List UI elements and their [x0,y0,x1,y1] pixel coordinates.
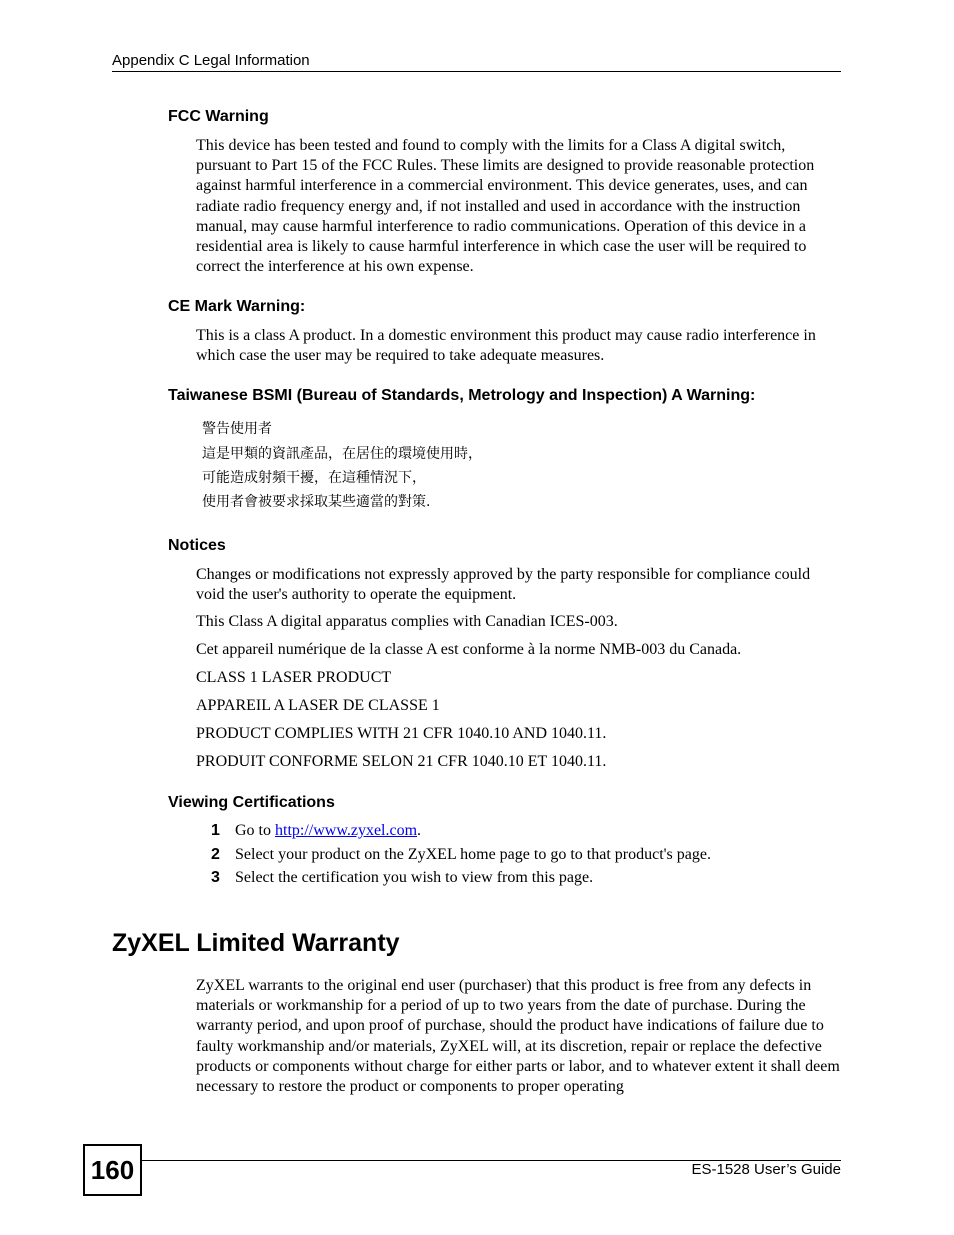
ce-body: This is a class A product. In a domestic environment this product may cause radio interference in which case the user may be required to take adequate measures. [196,327,816,365]
page-number: 160 [83,1144,142,1196]
ce-heading: CE Mark Warning: [168,298,306,315]
bsmi-line: 警告使用者 [202,421,272,437]
notice-line: Cet appareil numérique de la classe A est conforme à la norme NMB-003 du Canada. [196,641,742,658]
running-header: Appendix C Legal Information [112,52,310,69]
step-number: 2 [211,846,220,863]
warranty-heading: ZyXEL Limited Warranty [112,929,400,957]
bsmi-line: 可能造成射頻干擾，在這種情況下， [202,470,426,486]
notice-line: PRODUIT CONFORME SELON 21 CFR 1040.10 ET 1040.11. [196,753,607,770]
step-text [235,822,421,840]
step-number: 3 [211,869,220,886]
notice-line: PRODUCT COMPLIES WITH 21 CFR 1040.10 AND 1040.11. [196,725,607,742]
certifications-heading: Viewing Certifications [168,794,335,811]
bsmi-line: 這是甲類的資訊產品，在居住的環境使用時， [202,446,482,462]
notice-line: APPAREIL A LASER DE CLASSE 1 [196,697,440,714]
notice-line: This Class A digital apparatus complies with Canadian ICES-003. [196,613,618,630]
zyxel-website-link[interactable]: http://www.zyxel.com [275,822,418,839]
notices-heading: Notices [168,537,226,554]
warranty-body: ZyXEL warrants to the original end user (purchaser) that this product is free from any defects in materials or workmanship for a period of up to two years from the date of purchase. During the warranty period, and upon proof of purchase, should the product have indications of failure due to faulty workmanship and/or materials, ZyXEL will, at its discretion, repair or replace the defective products or components without charge for either parts or labor, and to whatever extent it shall deem necessary to restore the product or components to proper operating [196,977,840,1096]
step-number: 1 [211,822,220,839]
step-suffix: . [417,822,422,839]
bsmi-heading: Taiwanese BSMI (Bureau of Standards, Metrology and Inspection) A Warning: [168,387,756,404]
step-text: Select the certification you wish to view from this page. [235,869,594,886]
bsmi-line: 使用者會被要求採取某些適當的對策. [202,494,431,510]
notices-paragraph: Changes or modifications not expressly approved by the party responsible for compliance could void the user's authority to operate the equipment. [196,566,811,604]
notice-line: CLASS 1 LASER PRODUCT [196,669,392,686]
guide-title: ES-1528 User’s Guide [691,1161,841,1178]
step-prefix: Go to [235,822,275,839]
fcc-body: This device has been tested and found to comply with the limits for a Class A digital switch, pursuant to Part 15 of the FCC Rules. These limits are designed to provide reasonable protection against harmful interference in a commercial environment. This device generates, uses, and can radiate radio frequency energy and, if not installed and used in accordance with the instruction manual, may cause harmful interference to radio communications. Operation of this device in a residential area is likely to cause harmful interference in which case the user will be required to correct the interference at his own expense. [196,137,815,276]
header-rule [112,71,841,72]
fcc-heading: FCC Warning [168,108,269,125]
step-text: Select your product on the ZyXEL home page to go to that product's page. [235,846,711,863]
